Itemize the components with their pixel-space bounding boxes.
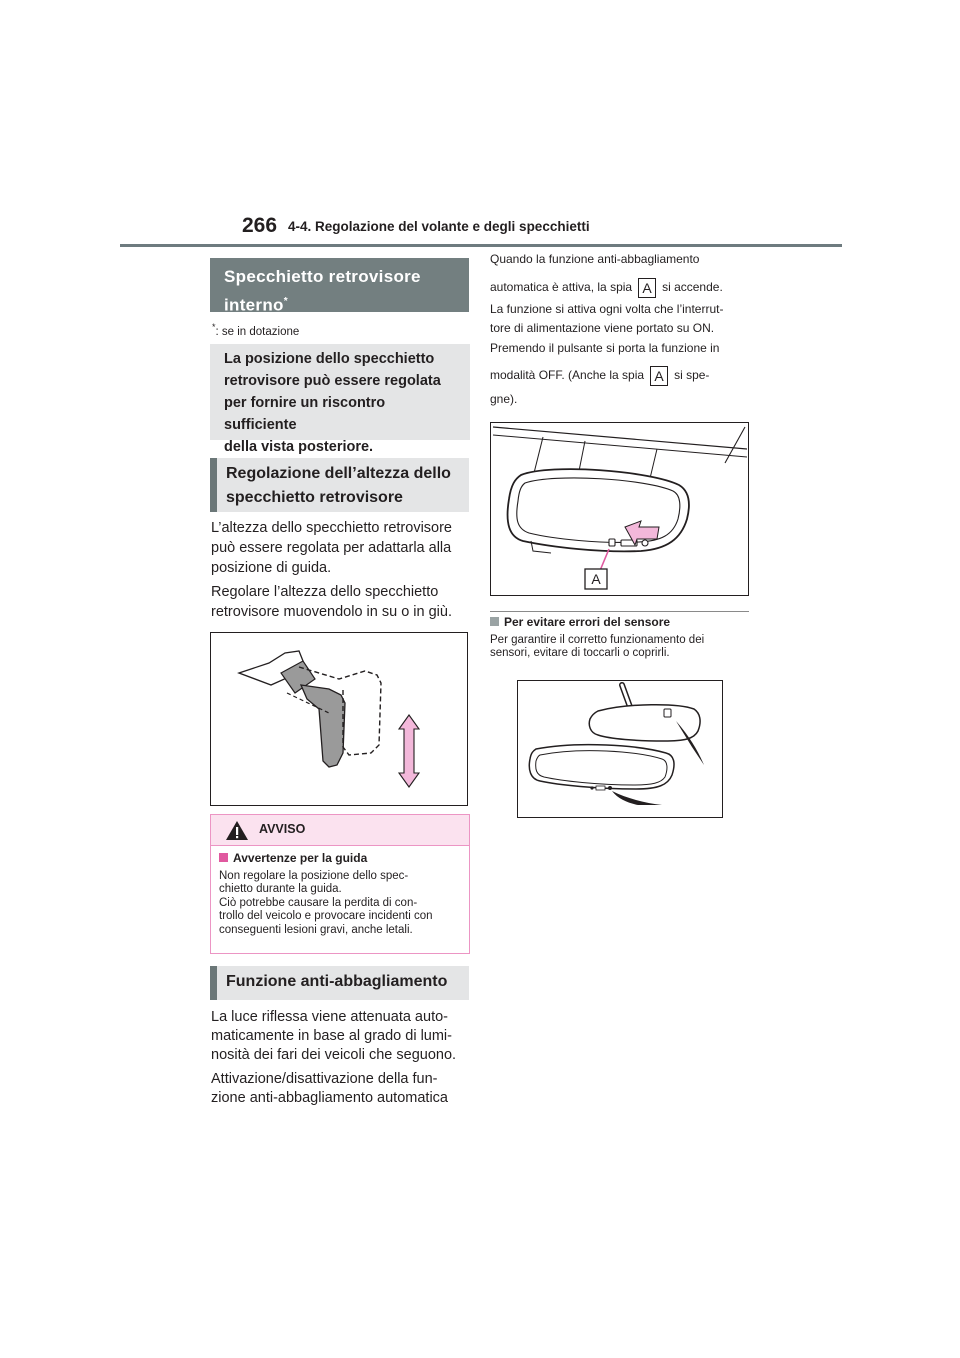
height-heading-line: Regolazione dell’altezza dello [226,465,451,482]
mirror-height-figure [210,632,468,806]
sensor-figure [517,680,723,818]
text-line [490,278,760,298]
height-paragraph-2 [211,582,473,622]
warning-title: AVVISO [259,822,306,836]
text-line: L’altezza dello specchietto retrovisore [211,520,452,536]
footnote-text: : se in dotazione [215,325,300,338]
footnote-mark: * [212,322,216,332]
sensor-section [490,616,752,661]
section-title: 4-4. Regolazione del volante e degli specchietti [288,219,590,234]
sensor-heading-row [490,616,752,630]
intro-line: della vista posteriore. [224,439,374,455]
text-fragment: si accende. [662,279,723,294]
warning-line: Non regolare la posizione dello spec- [219,869,409,882]
warning-line: conseguenti lesioni gravi, anche letali. [219,923,413,936]
text-fragment: modalità OFF. (Anche la spia [490,368,645,382]
antiglare-heading [210,966,469,1000]
gray-square-bullet [490,617,499,626]
indicator-a-label: A [638,278,656,298]
main-heading-asterisk: * [283,296,288,307]
warning-line: trollo del veicolo e provocare incidenti con [219,910,433,922]
text-line: Premendo il pulsante si porta la funzione in [490,340,720,355]
warning-box [210,814,470,954]
text-line: zione anti-abbagliamento automatica [211,1090,448,1106]
intro-line: per fornire un riscontro sufficiente [224,395,386,433]
mirror-indicator-figure [490,422,749,596]
height-heading [210,458,469,512]
text-fragment: automatica è attiva, la spia [490,279,633,294]
intro-box [210,344,470,455]
intro-line: retrovisore può essere regolata [224,373,441,389]
figure-label-a: A [591,571,601,587]
text-fragment: si spe- [674,368,710,382]
text-line: può essere regolata per adattarla alla [211,540,452,556]
warning-subheading: Avvertenze per la guida [233,851,368,865]
sensor-illustration [518,681,721,816]
text-line: retrovisore muovendolo in su o in giù. [211,604,452,620]
warning-subheading-row [219,852,461,866]
main-heading [210,258,469,315]
footnote [212,322,299,338]
header-divider [120,244,842,247]
antiglare-heading-text: Funzione anti-abbagliamento [226,973,448,990]
text-line: La luce riflessa viene attenuata auto- [211,1009,448,1025]
text-line: Regolare l’altezza dello specchietto [211,584,439,600]
sensor-heading: Per evitare errori del sensore [504,615,671,629]
height-paragraph-1 [211,518,473,578]
antiglare-description [490,250,760,410]
divider [490,611,749,612]
mirror-height-illustration [211,633,466,804]
main-heading-line2: interno [224,295,284,315]
antiglare-paragraph-1 [211,1008,473,1065]
sensor-line: sensori, evitare di toccarli o coprirli. [490,647,670,659]
text-line: Attivazione/disattivazione della fun- [211,1071,438,1087]
text-line: tore di alimentazione viene portato su ON. [490,321,715,335]
intro-line: La posizione dello specchietto [224,351,435,367]
text-line: La funzione si attiva ogni volta che l’interrut- [490,301,724,316]
text-line: posizione di guida. [211,560,332,576]
text-line: nosità dei fari dei veicoli che seguono. [211,1047,457,1063]
antiglare-paragraph-2 [211,1070,473,1108]
mirror-indicator-illustration [491,423,747,594]
warning-header [211,815,469,846]
text-line: Quando la funzione anti-abbagliamento [490,252,700,266]
height-heading-line: specchietto retrovisore [226,489,403,506]
pink-square-bullet [219,853,228,862]
sensor-line: Per garantire il corretto funzionamento dei [490,633,705,646]
text-line: maticamente in base al grado di lumi- [211,1028,452,1044]
text-line: gne). [490,392,518,406]
page-number: 266 [242,214,278,237]
text-line [490,366,760,386]
warning-line: Ciò potrebbe causare la perdita di con- [219,896,418,909]
warning-line: chietto durante la guida. [219,883,342,895]
indicator-a-label: A [650,366,668,386]
warning-triangle-icon [225,820,249,841]
main-heading-line1: Specchietto retrovisore [224,267,421,286]
warning-body [211,846,469,937]
